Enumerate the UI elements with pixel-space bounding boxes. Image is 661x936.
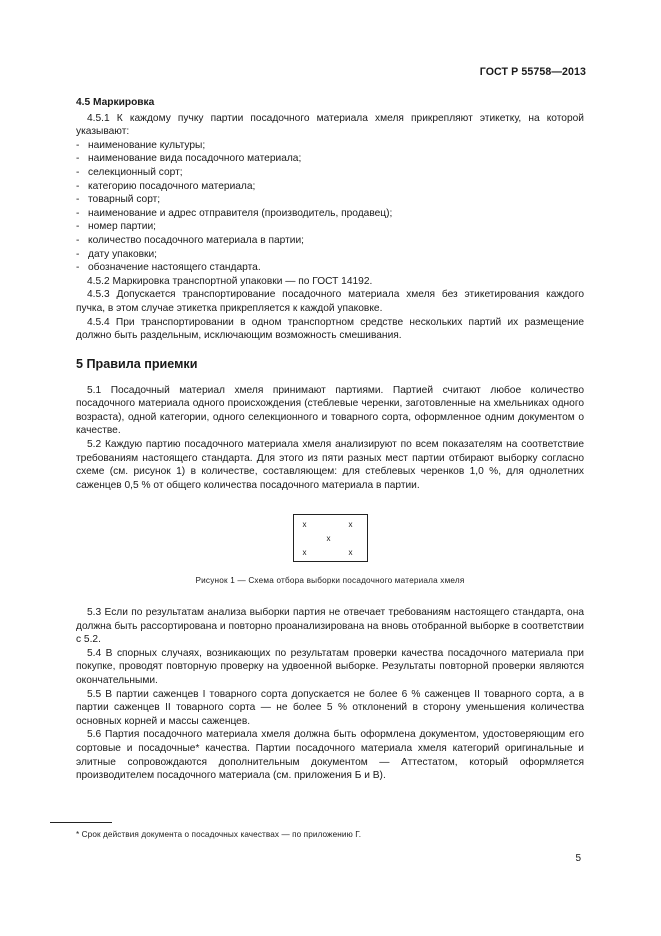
sample-point-mark: x (348, 520, 353, 530)
document-code: ГОСТ Р 55758—2013 (479, 66, 586, 78)
list-item: - наименование и адрес отправителя (производитель, продавец); (76, 207, 584, 221)
paragraph-4-5-4: 4.5.4 При транспортировании в одном транспортном средстве нескольких партий их размещение должно быть раздельным, исключающим возможность смешивания. (76, 316, 584, 342)
paragraph-5-2: 5.2 Каждую партию посадочного материала хмеля анализируют по всем показателям на соответствие требованиям настоящего стандарта. Для этого из пяти разных мест партии отбирают выборку согласно схеме (см. рисунок 1) в количестве, составляющем: для стеблевых черенков 1,0 %, для однолетних саженцев 0,5 % от общего количества посадочного материала в партии. (76, 439, 584, 491)
paragraph-5-6: 5.6 Партия посадочного материала хмеля должна быть оформлена документом, удостоверяющим его сортовые и посадочные* качества. Партии посадочного материала хмеля категорий оригинальные и элитные сопровождаются дополнительным документом — Аттестатом, который оформляется производителем посадочного материала (см. приложения Б и В). (76, 729, 584, 782)
section-4-5-heading: 4.5 Маркировка (76, 97, 155, 108)
list-item: - количество посадочного материала в партии; (76, 234, 584, 248)
page-content (76, 96, 584, 783)
paragraph-4-5-2: 4.5.2 Маркировка транспортной упаковки — по ГОСТ 14192. (87, 275, 373, 287)
list-item: - товарный сорт; (76, 193, 584, 207)
list-item: - дату упаковки; (76, 248, 584, 262)
sample-point-mark: x (302, 520, 307, 530)
list-item: - наименование культуры; (76, 139, 584, 153)
sample-point-mark: x (326, 534, 331, 544)
list-item: - обозначение настоящего стандарта. (76, 261, 584, 275)
list-item: - селекционный сорт; (76, 166, 584, 180)
paragraph-5-5: 5.5 В партии саженцев I товарного сорта допускается не более 6 % саженцев II товарного сорта, а в партии саженцев II товарного сорта — не более 5 % отклонений в сторону уменьшения количества основных корней и массы саженцев. (76, 688, 584, 727)
paragraph-4-5-1: 4.5.1 К каждому пучку партии посадочного материала хмеля прикрепляют этикетку, на которой указывают: (76, 112, 584, 138)
paragraph-5-3: 5.3 Если по результатам анализа выборки партия не отвечает требованиям настоящего стандарта, она должна быть рассортирована и повторно проанализирована на вновь отобранной выборке в соответствии с 5.2. (76, 607, 584, 646)
paragraph-5-4: 5.4 В спорных случаях, возникающих по результатам проверки качества посадочного материала при покупке, проводят повторную проверку на удвоенной выборке. Результаты повторной проверки являются окончательными. (76, 647, 584, 686)
sample-point-mark: x (302, 548, 307, 558)
page-number: 5 (575, 853, 581, 864)
sampling-scheme-figure (293, 514, 368, 562)
sample-point-mark: x (348, 548, 353, 558)
section-5-heading: 5 Правила приемки (76, 356, 198, 371)
figure-caption: Рисунок 1 — Схема отбора выборки посадочного материала хмеля (195, 576, 465, 586)
list-item: - категорию посадочного материала; (76, 180, 584, 194)
paragraph-5-1: 5.1 Посадочный материал хмеля принимают партиями. Партией считают любое количество посадочного материала одного происхождения (стеблевые черенки, заготовленные на хмельниках одного возраста), одной категории, одного селекционного и товарного сорта, оформленное одним документом о качестве. (76, 384, 584, 437)
label-items-list (76, 139, 584, 275)
footnote-divider (50, 822, 112, 823)
list-item: - наименование вида посадочного материала; (76, 152, 584, 166)
footnote: * Срок действия документа о посадочных качествах — по приложению Г. (76, 830, 362, 839)
list-item: - номер партии; (76, 220, 584, 234)
paragraph-4-5-3: 4.5.3 Допускается транспортирование посадочного материала хмеля без этикетирования каждого пучка, в этом случае этикетка прикрепляется к каждой упаковке. (76, 289, 584, 314)
